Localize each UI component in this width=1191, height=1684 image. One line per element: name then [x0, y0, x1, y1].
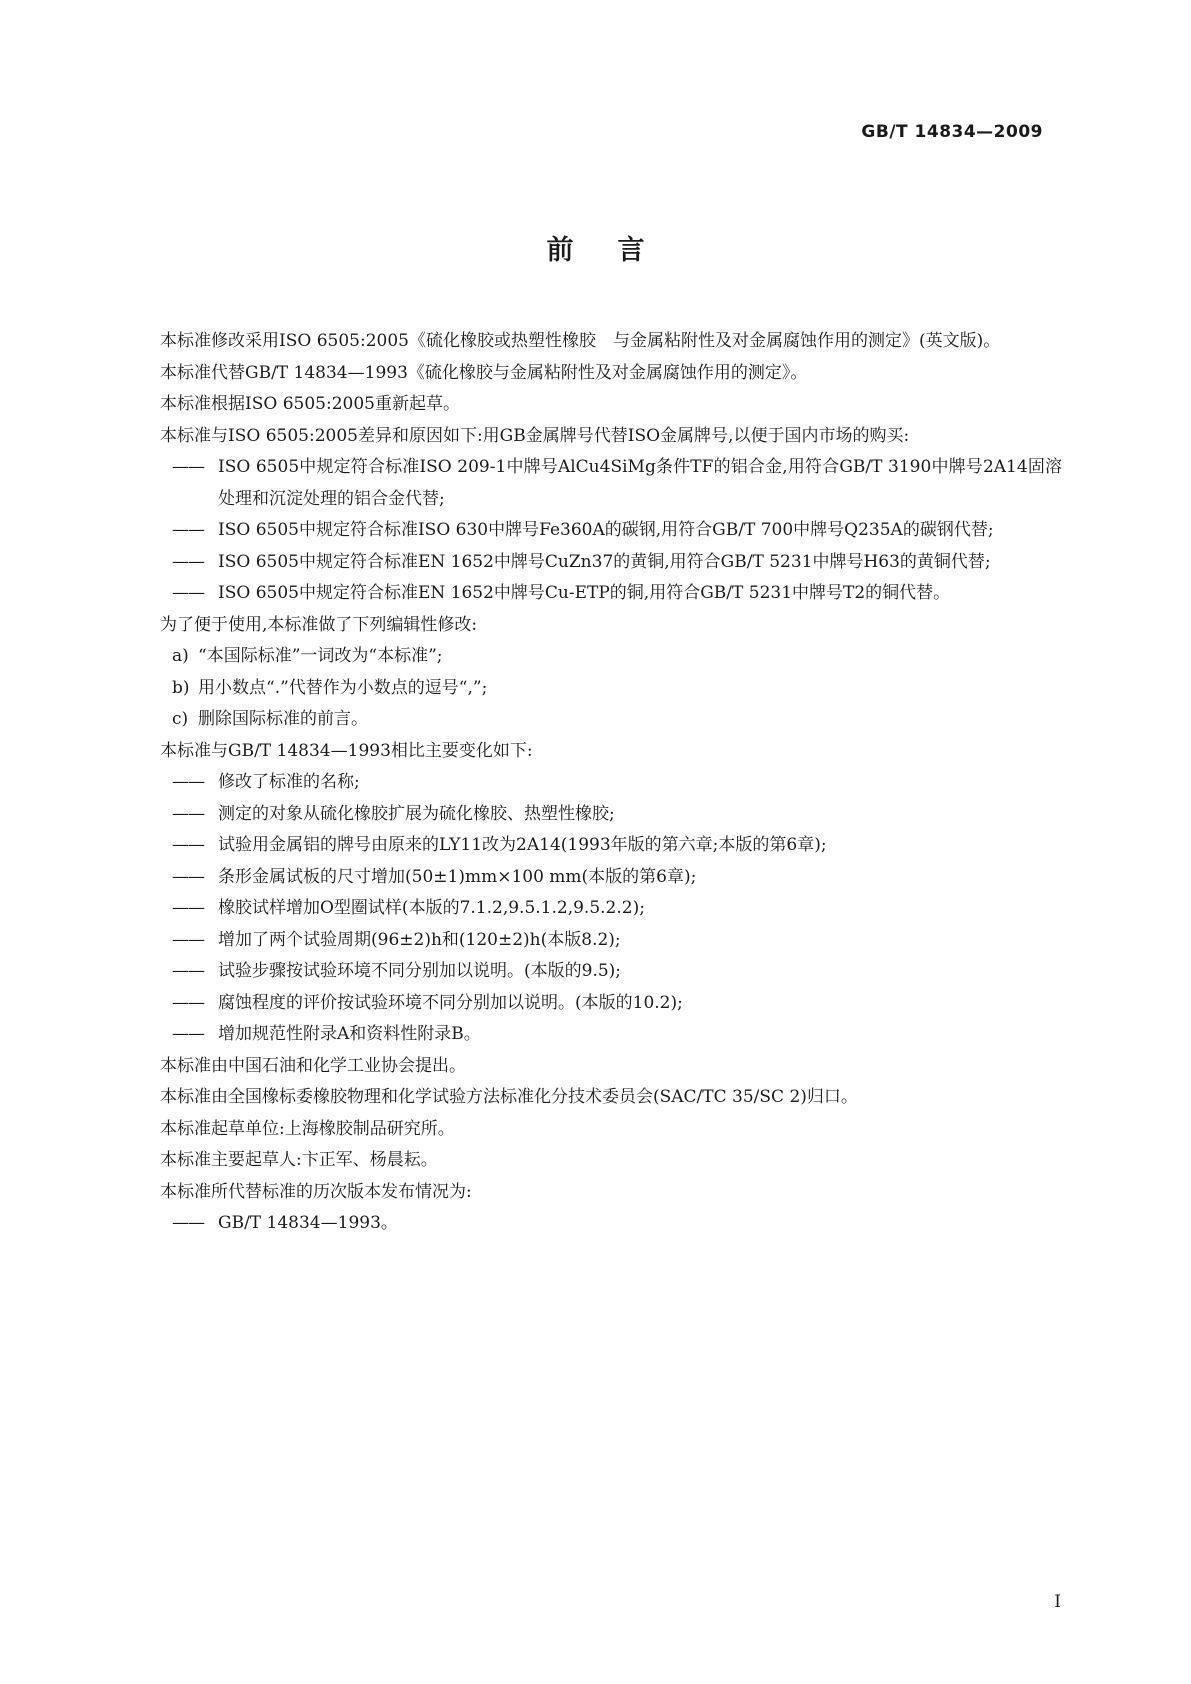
paragraph: 本标准由中国石油和化学工业协会提出。 [160, 1055, 466, 1076]
list-item-text: 修改了标准的名称; [218, 772, 360, 792]
dash-marker: —— [172, 457, 204, 477]
dash-marker: —— [172, 898, 204, 918]
list-item [126, 1019, 1062, 1051]
list-item [126, 1208, 1062, 1240]
dash-marker: —— [172, 1213, 204, 1233]
paragraph: 本标准与GB/T 14834—1993相比主要变化如下: [160, 740, 533, 761]
list-item-text: 增加了两个试验周期(96±2)h和(120±2)h(本版8.2); [218, 929, 621, 950]
paragraph: 本标准修改采用ISO 6505:2005《硫化橡胶或热塑性橡胶 与金属粘附性及对金属腐蚀作用的测定》(英文版)。 [160, 331, 1001, 351]
list-item-text: 试验用金属铝的牌号由原来的LY11改为2A14(1993年版的第六章;本版的第6章); [218, 835, 827, 855]
list-item [126, 830, 1062, 862]
list-item [126, 547, 1062, 579]
dash-marker: —— [172, 583, 204, 603]
list-item-text: 试验步骤按试验环境不同分别加以说明。(本版的9.5); [218, 961, 622, 981]
paragraph: 本标准主要起草人:卞正军、杨晨耘。 [160, 1150, 438, 1170]
dash-marker: —— [172, 866, 204, 887]
list-item [126, 988, 1062, 1020]
list-item [126, 704, 1062, 736]
paragraph: 本标准所代替标准的历次版本发布情况为: [160, 1181, 472, 1202]
standard-code: GB/T 14834—2009 [861, 122, 1043, 142]
list-item-text: ISO 6505中规定符合标准ISO 209-1中牌号AlCu4SiMg条件TF的铝合金,用符合GB/T 3190中牌号2A14固溶处理和沉淀处理的铝合金代替; [218, 457, 1062, 509]
dash-marker: —— [172, 803, 204, 824]
list-item [126, 767, 1062, 799]
dash-marker: —— [172, 961, 204, 981]
list-item [126, 956, 1062, 988]
list-item-text: 腐蚀程度的评价按试验环境不同分别加以说明。(本版的10.2); [218, 992, 683, 1013]
list-item-text: GB/T 14834—1993。 [218, 1213, 398, 1233]
list-item [126, 862, 1062, 894]
list-item-text: ISO 6505中规定符合标准EN 1652中牌号Cu-ETP的铜,用符合GB/T 5231中牌号T2的铜代替。 [218, 583, 951, 603]
list-item-text: 测定的对象从硫化橡胶扩展为硫化橡胶、热塑性橡胶; [218, 803, 615, 824]
list-item [126, 893, 1062, 925]
list-item-text: 删除国际标准的前言。 [198, 709, 368, 729]
list-item-text: 增加规范性附录A和资料性附录B。 [218, 1024, 481, 1044]
paragraph: 本标准与ISO 6505:2005差异和原因如下:用GB金属牌号代替ISO金属牌号,以便于国内市场的购买: [160, 425, 910, 446]
dash-marker: —— [172, 520, 204, 540]
dash-marker: —— [172, 551, 204, 572]
list-item [126, 925, 1062, 957]
list-item [126, 673, 1062, 705]
paragraph: 本标准由全国橡标委橡胶物理和化学试验方法标准化分技术委员会(SAC/TC 35/SC 2)归口。 [160, 1087, 858, 1107]
item-marker: b) [172, 677, 190, 698]
list-item-text: ISO 6505中规定符合标准ISO 630中牌号Fe360A的碳钢,用符合GB/T 700中牌号Q235A的碳钢代替; [218, 520, 994, 540]
paragraph: 本标准起草单位:上海橡胶制品研究所。 [160, 1118, 455, 1139]
dash-marker: —— [172, 772, 204, 792]
list-item [126, 641, 1062, 673]
list-item [126, 578, 1062, 610]
list-item [126, 452, 1062, 515]
list-item [126, 799, 1062, 831]
list-item-text: ISO 6505中规定符合标准EN 1652中牌号CuZn37的黄铜,用符合GB/T 5231中牌号H63的黄铜代替; [218, 551, 991, 572]
dash-marker: —— [172, 929, 204, 950]
paragraph: 本标准根据ISO 6505:2005重新起草。 [160, 394, 460, 414]
list-item-text: 用小数点“.”代替作为小数点的逗号“,”; [198, 677, 488, 698]
dash-marker: —— [172, 1024, 204, 1044]
item-marker: c) [172, 709, 189, 729]
list-item-text: 条形金属试板的尺寸增加(50±1)mm×100 mm(本版的第6章); [218, 866, 697, 887]
list-item-text: 橡胶试样增加O型圈试样(本版的7.1.2,9.5.1.2,9.5.2.2); [218, 898, 645, 918]
page-title: 前言 [546, 235, 689, 266]
dash-marker: —— [172, 992, 204, 1013]
paragraph: 本标准代替GB/T 14834—1993《硫化橡胶与金属粘附性及对金属腐蚀作用的测定》。 [160, 362, 808, 383]
dash-marker: —— [172, 835, 204, 855]
paragraph: 为了便于使用,本标准做了下列编辑性修改: [160, 614, 478, 635]
list-item [126, 515, 1062, 547]
list-item-text: “本国际标准”一词改为“本标准”; [198, 646, 443, 666]
page-number: I [1054, 1592, 1061, 1612]
document-body [126, 326, 1062, 1240]
item-marker: a) [172, 646, 189, 666]
